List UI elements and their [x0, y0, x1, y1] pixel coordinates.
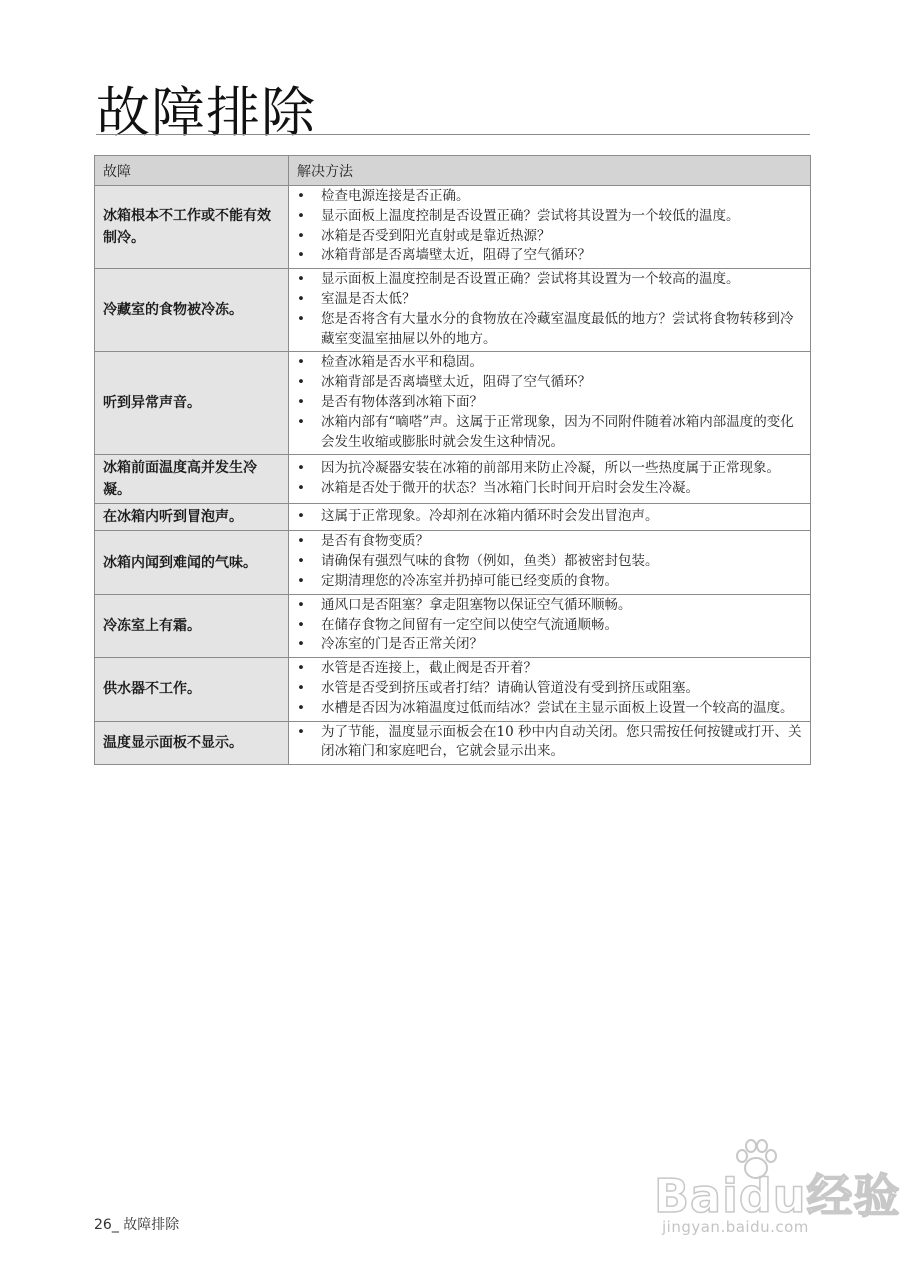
solution-cell	[289, 594, 811, 657]
solution-item: • 水管是否连接上，截止阀是否开着？	[295, 659, 804, 679]
solution-item: • 检查冰箱是否水平和稳固。	[295, 353, 804, 373]
table-row	[95, 721, 811, 765]
solution-list	[295, 270, 804, 349]
solution-item: • 水槽是否因为冰箱温度过低而结冰？尝试在主显示面板上设置一个较高的温度。	[295, 699, 804, 719]
solution-item: • 通风口是否阻塞？拿走阻塞物以保证空气循环顺畅。	[295, 596, 804, 616]
solution-cell	[289, 658, 811, 721]
problem-cell: 冷冻室上有霜。	[95, 594, 289, 657]
solution-item: • 冰箱是否处于微开的状态？当冰箱门长时间开启时会发生冷凝。	[295, 479, 804, 499]
watermark-brand: Baidu经验	[654, 1169, 901, 1223]
solution-cell	[289, 721, 811, 765]
table-row	[95, 186, 811, 269]
table-row	[95, 269, 811, 352]
solution-item: • 冰箱内部有“嘀嗒”声。这属于正常现象，因为不同附件随着冰箱内部温度的变化会发生收缩或膨胀时就会发生这种情况。	[295, 413, 804, 453]
solution-item: • 在储存食物之间留有一定空间以使空气流通顺畅。	[295, 616, 804, 636]
solution-list	[295, 187, 804, 266]
problem-cell: 在冰箱内听到冒泡声。	[95, 504, 289, 531]
solution-cell	[289, 531, 811, 594]
solution-item: • 您是否将含有大量水分的食物放在冷藏室温度最低的地方？尝试将食物转移到冷藏室变温室抽屉以外的地方。	[295, 310, 804, 350]
solution-item: • 显示面板上温度控制是否设置正确？尝试将其设置为一个较低的温度。	[295, 207, 804, 227]
solution-list	[295, 459, 804, 499]
solution-list	[295, 532, 804, 591]
solution-item: • 是否有食物变质？	[295, 532, 804, 552]
problem-cell: 温度显示面板不显示。	[95, 721, 289, 765]
table-row	[95, 594, 811, 657]
table-row	[95, 504, 811, 531]
watermark-url: jingyan.baidu.com	[662, 1218, 809, 1236]
solution-item: • 是否有物体落到冰箱下面？	[295, 393, 804, 413]
solution-item: • 定期清理您的冷冻室并扔掉可能已经变质的食物。	[295, 572, 804, 592]
header-problem: 故障	[95, 156, 289, 186]
table-header-row	[95, 156, 811, 186]
problem-cell: 冷藏室的食物被冷冻。	[95, 269, 289, 352]
solution-list	[295, 596, 804, 655]
solution-list	[295, 723, 804, 763]
solution-cell	[289, 186, 811, 269]
solution-cell	[289, 504, 811, 531]
page-footer: 26_ 故障排除	[94, 1217, 180, 1233]
table-row	[95, 658, 811, 721]
solution-item: • 室温是否太低？	[295, 290, 804, 310]
solution-item: • 水管是否受到挤压或者打结？请确认管道没有受到挤压或阻塞。	[295, 679, 804, 699]
solution-cell	[289, 352, 811, 455]
solution-item: • 冰箱背部是否离墙壁太近，阻碍了空气循环？	[295, 373, 804, 393]
solution-item: • 检查电源连接是否正确。	[295, 187, 804, 207]
problem-cell: 冰箱内闻到难闻的气味。	[95, 531, 289, 594]
problem-cell: 听到异常声音。	[95, 352, 289, 455]
solution-item: • 显示面板上温度控制是否设置正确？尝试将其设置为一个较高的温度。	[295, 270, 804, 290]
solution-list	[295, 659, 804, 718]
solution-item: • 冰箱背部是否离墙壁太近，阻碍了空气循环？	[295, 246, 804, 266]
solution-list	[295, 353, 804, 452]
table-row	[95, 455, 811, 504]
problem-cell: 冰箱根本不工作或不能有效制冷。	[95, 186, 289, 269]
header-solution: 解决方法	[289, 156, 811, 186]
problem-cell: 供水器不工作。	[95, 658, 289, 721]
solution-item: • 冰箱是否受到阳光直射或是靠近热源？	[295, 227, 804, 247]
solution-list	[295, 507, 804, 527]
solution-item: • 为了节能，温度显示面板会在10 秒中内自动关闭。您只需按任何按键或打开、关闭冰箱门和家庭吧台，它就会显示出来。	[295, 723, 804, 763]
title-divider	[96, 134, 810, 135]
solution-item: • 冷冻室的门是否正常关闭？	[295, 635, 804, 655]
table-row	[95, 531, 811, 594]
solution-item: • 因为抗冷凝器安装在冰箱的前部用来防止冷凝，所以一些热度属于正常现象。	[295, 459, 804, 479]
page-title: 故障排除	[96, 81, 316, 144]
problem-cell: 冰箱前面温度高并发生冷凝。	[95, 455, 289, 504]
solution-cell	[289, 455, 811, 504]
solution-cell	[289, 269, 811, 352]
solution-item: • 这属于正常现象。冷却剂在冰箱内循环时会发出冒泡声。	[295, 507, 804, 527]
solution-item: • 请确保有强烈气味的食物（例如，鱼类）都被密封包装。	[295, 552, 804, 572]
table-row	[95, 352, 811, 455]
troubleshooting-table	[94, 155, 811, 765]
watermark	[648, 1138, 901, 1238]
